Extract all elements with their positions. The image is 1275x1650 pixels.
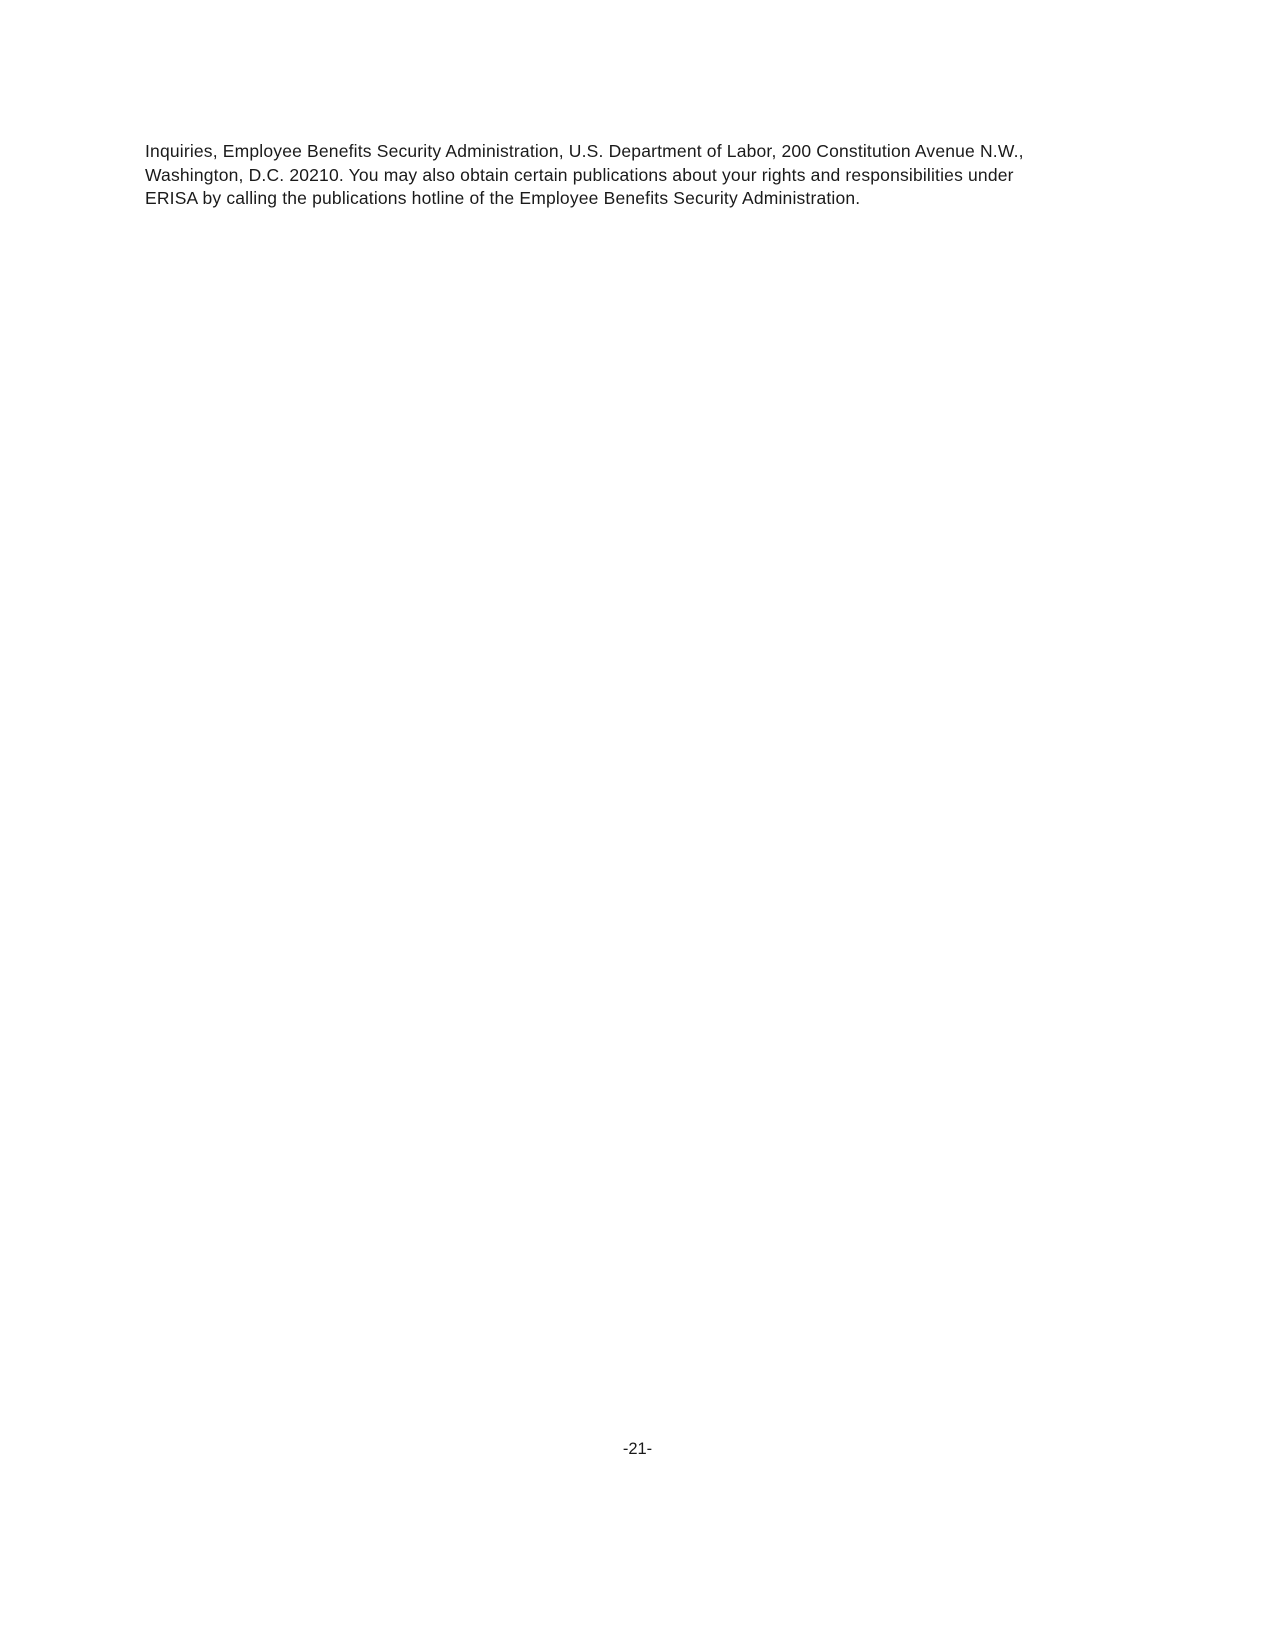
body-text-block bbox=[145, 140, 1045, 211]
paragraph-erisa-inquiries: Inquiries, Employee Benefits Security Administration, U.S. Department of Labor, 200 Constitution Avenue N.W., Washington, D.C. 20210. You may also obtain certain publications about your rights and responsibilities under ERISA by calling the publications hotline of the Employee Benefits Security Administration. bbox=[145, 141, 1024, 208]
page-number-footer: -21- bbox=[622, 1440, 653, 1458]
